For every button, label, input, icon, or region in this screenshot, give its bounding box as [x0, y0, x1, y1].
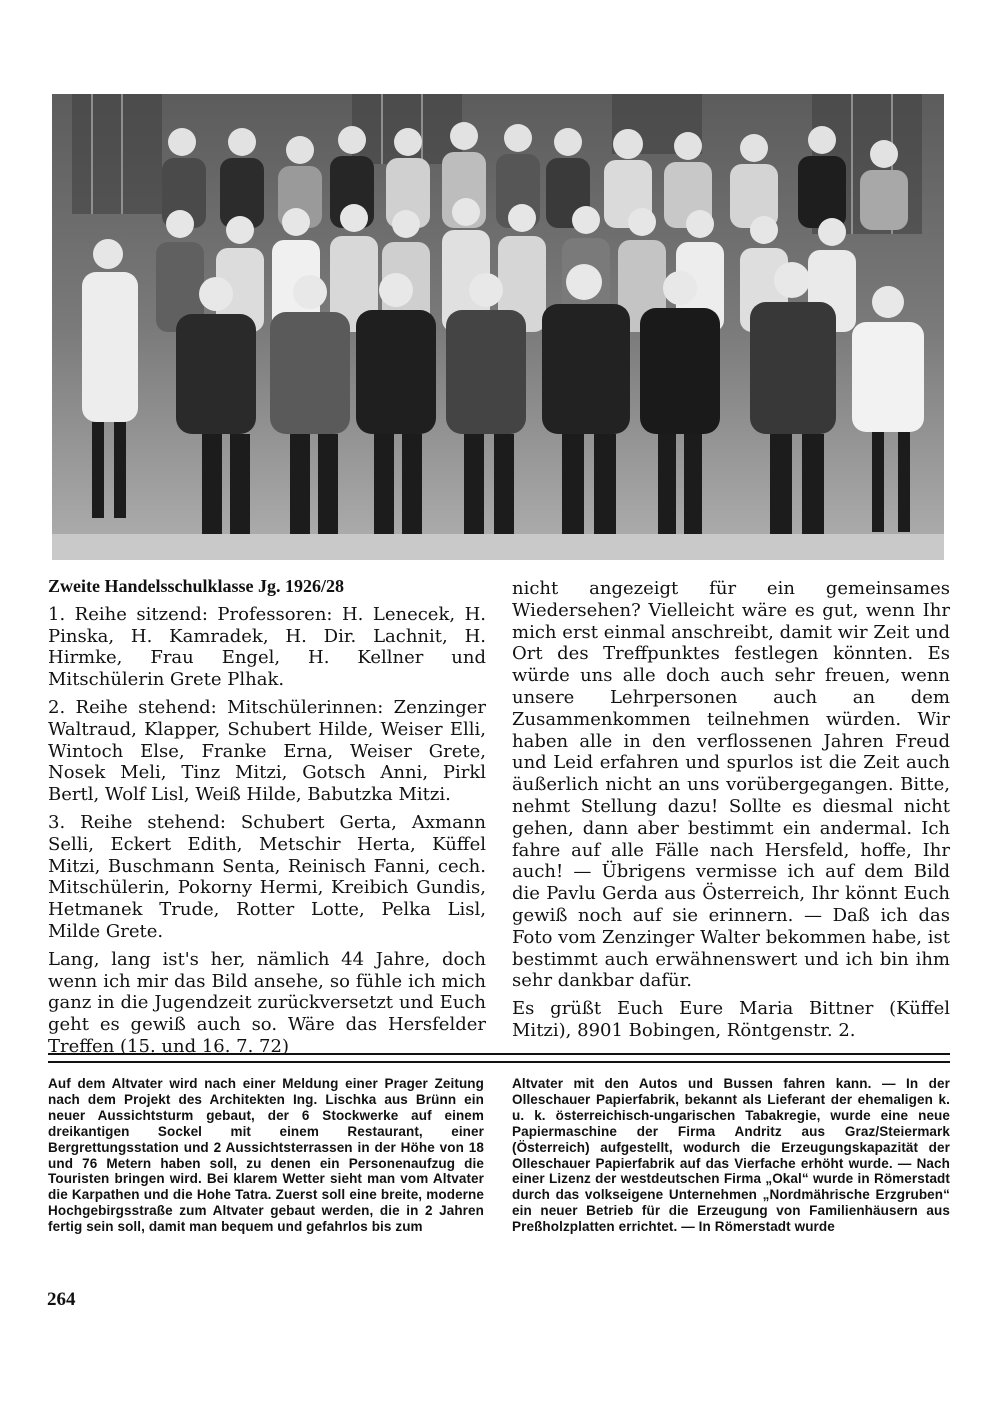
letter-column [512, 578, 950, 1048]
letter-paragraph-right: nicht angezeigt für ein gemeinsames Wiedersehen? Vielleicht wäre es gut, wenn Ihr mich erst einmal anschreibt, damit wir Zeit und Ort des Treffpunktes festlegen könnten. Es würde uns alle doch auch sehr freuen, wenn unsere Lehrpersonen auch an dem Zusammenkommen teilnehmen würden. Wir haben alle in den verflossenen Jahren Freud und Leid erfahren und spurlos ist die Zeit auch äußerlich nicht an uns vorübergegangen. Bitte, nehmt Stellung dazu! Sollte es diesmal nicht gehen, dann aber bestimmt ein andermal. Ich fahre auf alle Fälle nach Hersfeld, hoffe, Ihr auch! — Übrigens vermisse ich auf dem Bild die Pavlu Gerda aus Österreich, Ihr könnt Euch gewiß noch auf sie erinnern. — Daß ich das Foto vom Zenzinger Walter bekommen habe, ist bestimmt auch erwähnenswert und ich bin ihm sehr dankbar dafür. [512, 578, 950, 992]
news-column-right: Altvater mit den Autos und Bussen fahren kann. — In der Olleschauer Papierfabrik, bekannt als Lieferant der ehemaligen k. u. k. österreichisch-ungarischen Tabakregie, wurde eine neue Papiermaschine der Firma Andritz aus Graz/Steiermark (Österreich) aufgestellt, wodurch die Erzeugungskapazität der Olleschauer Papierfabrik auf das Vierfache erhöht wurde. — Nach einer Lizenz der westdeutschen Firma „Okal“ wurde in Römerstadt durch das volkseigene Unternehmen „Nordmährische Erzgruben“ ein neuer Betrieb für die Erzeugung von Familienhäusern aus Preßholzplatten errichtet. — In Römerstadt wurde [512, 1076, 950, 1235]
caption-row-1: 1. Reihe sitzend: Professoren: H. Lenecek, H. Pinska, H. Kamradek, H. Dir. Lachnit, H. Hirmke, Frau Engel, H. Kellner und Mitschülerin Grete Plhak. [48, 603, 486, 691]
divider-rule [48, 1061, 950, 1063]
letter-signature: Es grüßt Euch Eure Maria Bittner (Küffel Mitzi), 8901 Bobingen, Röntgenstr. 2. [512, 998, 950, 1041]
group-photo-icon [52, 94, 944, 560]
class-group-photo [52, 94, 944, 560]
caption-row-3: 3. Reihe stehend: Schubert Gerta, Axmann Selli, Eckert Edith, Metschir Herta, Küffel Mitzi, Buschmann Senta, Reinisch Fanni, cech. Mitschülerin, Pokorny Hermi, Kreibich Gundis, Hetmanek Trude, Rotter Lotte, Pelka Lisl, Milde Grete. [48, 811, 486, 942]
caption-column [48, 576, 486, 1064]
caption-row-2: 2. Reihe stehend: Mitschülerinnen: Zenzinger Waltraud, Klapper, Schubert Hilde, Weiser Elli, Wintoch Else, Franke Erna, Weiser Grete, Nosek Meli, Tinz Mitzi, Gotsch Anni, Pirkl Bertl, Wolf Lisl, Weiß Hilde, Babutzka Mitzi. [48, 696, 486, 806]
letter-paragraph-left: Lang, lang ist's her, nämlich 44 Jahre, doch wenn ich mir das Bild ansehe, so fühle ich mich ganz in die Jugendzeit zurückversetzt und Euch geht es gewiß auch so. Wäre das Hersfelder Treffen (15. und 16. 7. 72) [48, 948, 486, 1057]
divider-rule [48, 1053, 950, 1055]
news-column-left: Auf dem Altvater wird nach einer Meldung einer Prager Zeitung nach dem Projekt des Architekten Ing. Lischka aus Brünn ein neuer Aussichtsturm gebaut, der 6 Stockwerke auf einem dreikantigen Sockel mit einem Restaurant, einer Bergrettungsstation und 2 Aussichtsterrassen in der Höhe von 18 und 76 Metern haben soll, zu denen ein Personenaufzug die Touristen bringen wird. Bei klarem Wetter sieht man vom Altvater die Karpathen und die Hohe Tatra. Zuerst soll eine breite, moderne Hochgebirgsstraße zum Altvater gebaut werden, die in 2 Jahren fertig sein soll, damit man bequem und gefahrlos bis zum [48, 1076, 484, 1235]
page-number: 264 [47, 1289, 76, 1310]
caption-title: Zweite Handelsschulklasse Jg. 1926/28 [48, 576, 345, 596]
